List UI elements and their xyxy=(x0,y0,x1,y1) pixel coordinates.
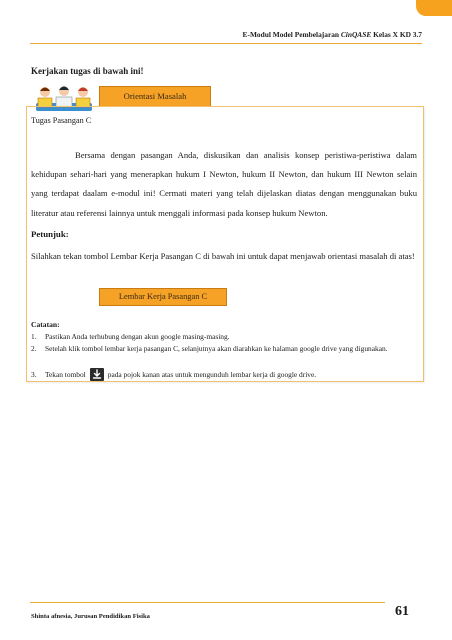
hint-title: Petunjuk: xyxy=(31,229,69,239)
note-number: 1. xyxy=(31,332,37,341)
note-number: 2. xyxy=(31,344,37,353)
task-paragraph-text: Bersama dengan pasangan Anda, diskusikan dan analisis konsep peristiwa-peristiwa dalam kehidupan sehari-hari yang menerapkan hukum I Newton, hukum II Newton, dan hukum III Newton selain yang terdapat daalam e-modul ini! Cermati materi yang telah dijelaskan diatas dengan menggunakan buku literatur atau referensi lainnya untuk menggali informasi pada konsep hukum Newton. xyxy=(31,150,417,218)
footer-divider xyxy=(30,602,385,603)
header-prefix: E-Modul Model Pembelajaran xyxy=(242,30,341,39)
download-icon xyxy=(90,368,104,381)
header-suffix: Kelas X KD 3.7 xyxy=(371,30,422,39)
note-item xyxy=(31,331,417,342)
running-header xyxy=(243,30,422,39)
worksheet-c-button[interactable]: Lembar Kerja Pasangan C xyxy=(99,288,227,306)
corner-decoration xyxy=(416,0,452,16)
hint-text: Silahkan tekan tombol Lembar Kerja Pasangan C di bawah ini untuk dapat menjawab orientasi masalah di atas! xyxy=(31,251,415,261)
note-number: 3. xyxy=(31,370,37,379)
task-paragraph xyxy=(31,146,417,223)
header-model: CinQASE xyxy=(340,30,372,39)
note-item xyxy=(31,343,417,354)
section-tab-orientasi-masalah: Orientasi Masalah xyxy=(99,86,211,107)
note-text: Pastikan Anda terhubung dengan akun google masing-masing. xyxy=(45,332,230,341)
page-number: 61 xyxy=(395,604,409,619)
footer-author: Shinta afnesia, Jurusan Pendidikan Fisika xyxy=(31,613,150,620)
header-divider xyxy=(30,43,422,44)
note-text-after: pada pojok kanan atas untuk mengunduh lembar kerja di google drive. xyxy=(107,370,317,380)
card-label: Tugas Pasangan C xyxy=(31,116,92,125)
note-text: Setelah klik tombol lembar kerja pasangan C, selanjutnya akan diarahkan ke halaman google drive yang digunakan. xyxy=(45,344,388,353)
notes-title: Catatan: xyxy=(31,320,60,329)
note-text-before: Tekan tombol xyxy=(45,370,86,380)
note-item xyxy=(31,369,417,382)
task-title: Kerjakan tugas di bawah ini! xyxy=(31,66,144,76)
note-text-with-icon xyxy=(45,369,417,382)
